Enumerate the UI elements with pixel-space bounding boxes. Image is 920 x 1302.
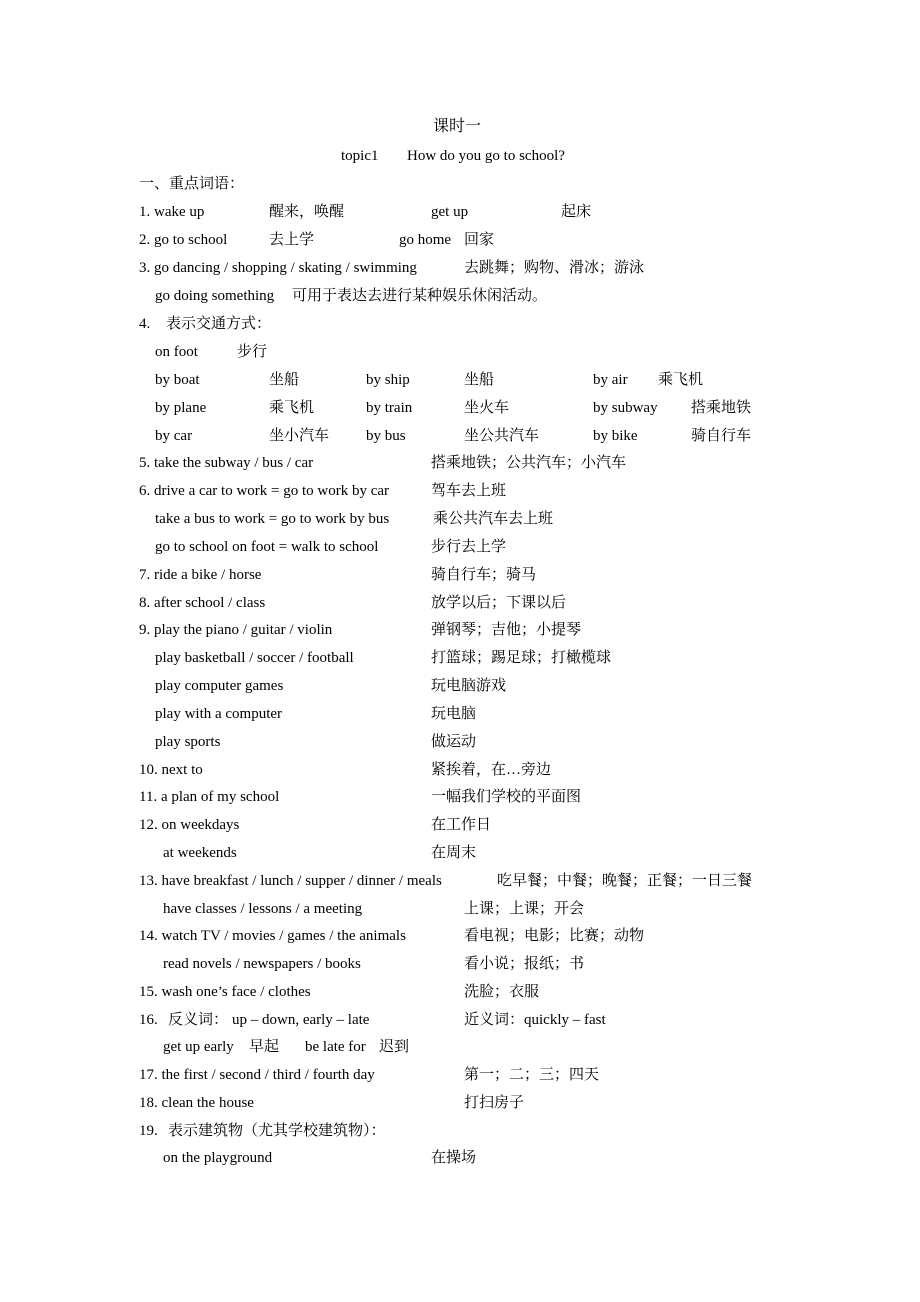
transport-by-air: by air — [593, 372, 628, 388]
item-4-cn: 表示交通方式： — [166, 316, 272, 332]
item-16-en: up – down, early – late — [232, 1012, 370, 1028]
item-6-cn: 驾车去上班 — [431, 483, 507, 499]
item-13b-en: have classes / lessons / a meeting — [163, 901, 363, 917]
item-1-cn: 醒来，唤醒 — [269, 204, 345, 220]
item-9e-cn: 做运动 — [431, 734, 477, 750]
item-11-cn: 一幅我们学校的平面图 — [431, 789, 582, 805]
item-9b-en: play basketball / soccer / football — [155, 650, 354, 666]
item-3b-en: go doing something — [155, 288, 275, 304]
item-17-en: 17. the first / second / third / fourth day — [139, 1067, 375, 1083]
item-12b-cn: 在周末 — [431, 845, 477, 861]
item-16b-en2: be late for — [305, 1039, 366, 1055]
transport-by-boat-cn: 坐船 — [269, 372, 300, 388]
transport-by-bike: by bike — [593, 428, 638, 444]
item-9d-cn: 玩电脑 — [431, 706, 477, 722]
item-14b-en: read novels / newspapers / books — [163, 956, 361, 972]
item-9b-cn: 打篮球；踢足球；打橄榄球 — [431, 650, 612, 666]
item-16b-cn: 早起 — [249, 1039, 280, 1055]
item-11-en: 11. a plan of my school — [139, 789, 280, 805]
item-16b-cn2: 迟到 — [379, 1039, 410, 1055]
item-9-cn: 弹钢琴；吉他；小提琴 — [431, 622, 582, 638]
item-3-cn: 去跳舞；购物、滑冰；游泳 — [464, 260, 645, 276]
transport-by-boat: by boat — [155, 372, 200, 388]
item-16b-en: get up early — [163, 1039, 234, 1055]
item-1-en: 1. wake up — [139, 204, 205, 220]
item-15-cn: 洗脸；衣服 — [464, 984, 540, 1000]
item-2-cn2: 回家 — [464, 232, 495, 248]
item-19b-en: on the playground — [163, 1150, 273, 1166]
item-2-en: 2. go to school — [139, 232, 228, 248]
transport-by-air-cn: 乘飞机 — [658, 372, 704, 388]
item-4-num: 4. — [139, 316, 151, 332]
item-16-num: 16. — [139, 1012, 158, 1028]
section-heading: 一、重点词语： — [139, 176, 245, 192]
item-14-en: 14. watch TV / movies / games / the animals — [139, 928, 406, 944]
item-16-label: 反义词： — [168, 1012, 229, 1028]
item-16-cn: 近义词：quickly – fast — [464, 1012, 606, 1028]
item-6c-en: go to school on foot = walk to school — [155, 539, 379, 555]
page-title: 课时一 — [433, 118, 482, 135]
item-12-en: 12. on weekdays — [139, 817, 240, 833]
transport-by-plane: by plane — [155, 400, 207, 416]
item-9c-cn: 玩电脑游戏 — [431, 678, 507, 694]
item-13-cn: 吃早餐；中餐；晚餐；正餐；一日三餐 — [497, 873, 753, 889]
item-6b-cn: 乘公共汽车去上班 — [433, 511, 554, 527]
transport-by-car-cn: 坐小汽车 — [269, 428, 330, 444]
item-10-cn: 紧挨着，在…旁边 — [431, 762, 552, 778]
item-7-cn: 骑自行车；骑马 — [431, 567, 537, 583]
item-2-en2: go home — [399, 232, 452, 248]
item-13b-cn: 上课；上课；开会 — [464, 901, 585, 917]
transport-by-ship: by ship — [366, 372, 410, 388]
transport-by-ship-cn: 坐船 — [464, 372, 495, 388]
item-3b-cn: 可用于表达去进行某种娱乐休闲活动。 — [292, 288, 548, 304]
item-2-cn: 去上学 — [269, 232, 315, 248]
item-19b-cn: 在操场 — [431, 1150, 477, 1166]
transport-by-bus: by bus — [366, 428, 406, 444]
item-1-en2: get up — [431, 204, 469, 220]
item-19-num: 19. — [139, 1123, 158, 1139]
transport-by-subway-cn: 搭乘地铁 — [691, 400, 752, 416]
item-12-cn: 在工作日 — [431, 817, 492, 833]
transport-by-train-cn: 坐火车 — [464, 400, 510, 416]
transport-by-train: by train — [366, 400, 413, 416]
item-8-cn: 放学以后；下课以后 — [431, 595, 567, 611]
item-15-en: 15. wash one’s face / clothes — [139, 984, 311, 1000]
item-1-cn2: 起床 — [561, 204, 592, 220]
transport-by-car: by car — [155, 428, 193, 444]
item-6c-cn: 步行去上学 — [431, 539, 507, 555]
item-9c-en: play computer games — [155, 678, 284, 694]
transport-by-subway: by subway — [593, 400, 658, 416]
item-6b-en: take a bus to work = go to work by bus — [155, 511, 390, 527]
item-4-foot-en: on foot — [155, 344, 198, 360]
item-18-en: 18. clean the house — [139, 1095, 254, 1111]
transport-by-plane-cn: 乘飞机 — [269, 400, 315, 416]
item-17-cn: 第一；二；三；四天 — [464, 1067, 600, 1083]
topic-label: topic1 — [341, 148, 379, 164]
transport-by-bus-cn: 坐公共汽车 — [464, 428, 540, 444]
item-19-cn: 表示建筑物（尤其学校建筑物）： — [168, 1123, 386, 1139]
item-18-cn: 打扫房子 — [464, 1095, 525, 1111]
item-8-en: 8. after school / class — [139, 595, 266, 611]
item-10-en: 10. next to — [139, 762, 203, 778]
item-12b-en: at weekends — [163, 845, 237, 861]
item-14b-cn: 看小说；报纸；书 — [464, 956, 585, 972]
item-13-en: 13. have breakfast / lunch / supper / dinner / meals — [139, 873, 442, 889]
item-14-cn: 看电视；电影；比赛；动物 — [464, 928, 645, 944]
item-5-en: 5. take the subway / bus / car — [139, 455, 314, 471]
topic-question: How do you go to school? — [407, 148, 565, 164]
item-6-en: 6. drive a car to work = go to work by car — [139, 483, 390, 499]
item-9d-en: play with a computer — [155, 706, 283, 722]
transport-by-bike-cn: 骑自行车 — [691, 428, 752, 444]
item-9-en: 9. play the piano / guitar / violin — [139, 622, 333, 638]
item-3-en: 3. go dancing / shopping / skating / swimming — [139, 260, 417, 276]
item-4-foot-cn: 步行 — [237, 344, 268, 360]
item-5-cn: 搭乘地铁；公共汽车；小汽车 — [431, 455, 627, 471]
item-7-en: 7. ride a bike / horse — [139, 567, 262, 583]
item-9e-en: play sports — [155, 734, 221, 750]
